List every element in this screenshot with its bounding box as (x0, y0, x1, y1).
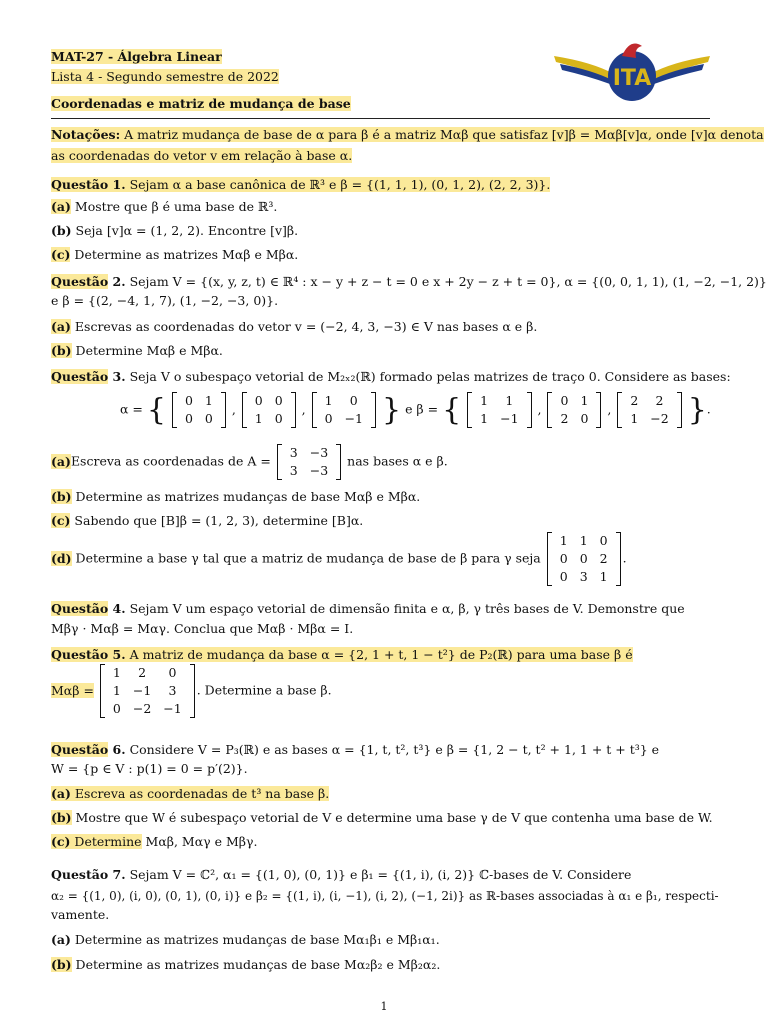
q3-b: (b) Determine as matrizes mudanças de base Mαβ e Mβα. (51, 489, 421, 504)
q6-line-1: Questão 6. Considere V = P₃(ℝ) e as bases α = {1, t, t², t³} e β = {1, 2 − t, t² + 1, 1 + t + t³} e (51, 742, 660, 757)
q6-line-2: W = {p ∈ V : p(1) = 0 = p′(2)}. (51, 761, 248, 776)
q1-a: (a) Mostre que β é uma base de ℝ³. (51, 199, 278, 214)
alpha-matrix-1: 0 1 0 0 (172, 392, 226, 428)
q2-line-2: e β = {(2, −4, 1, 7), (1, −2, −3, 0)}. (51, 293, 279, 308)
q2-b: (b) Determine Mαβ e Mβα. (51, 343, 223, 358)
q7-line-2: α₂ = {(1, 0), (i, 0), (0, 1), (0, i)} e β₂ = {(1, i), (i, −1), (i, 2), (−1, 2i)} as ℝ-bases associadas à α₁ e β₁, respecti- (51, 889, 719, 903)
beta-eq: e β = (405, 401, 439, 417)
beta-matrix-3: 2 2 1 −2 (617, 392, 681, 428)
matrix-M-alpha-beta: 1 2 0 1 −1 3 0 −2 −1 (100, 664, 195, 718)
list-title: Lista 4 - Segundo semestre de 2022 (51, 69, 279, 84)
q4-line-2: Mβγ · Mαβ = Mαγ. Conclua que Mαβ · Mβα = I. (51, 621, 354, 636)
q3-a: (a)Escreva as coordenadas de A = 3 −3 3 −3 nas bases α e β. (51, 445, 448, 478)
q3-c: (c) Sabendo que [B]β = (1, 2, 3), determine [B]α. (51, 513, 364, 528)
logo-text: ITA (612, 66, 652, 91)
q2-a: (a) Escrevas as coordenadas do vetor v = (−2, 4, 3, −3) ∈ V nas bases α e β. (51, 319, 538, 334)
q1-b: (b) Seja [v]α = (1, 2, 2). Encontre [v]β. (51, 223, 299, 238)
topic-title: Coordenadas e matriz de mudança de base (51, 96, 351, 111)
q6-a: (a) Escreva as coordenadas de t³ na base β. (51, 786, 330, 801)
notation-line-2: as coordenadas do vetor v em relação à base α. (51, 148, 353, 163)
alpha-matrix-3: 1 0 0 −1 (312, 392, 376, 428)
q6-b: (b) Mostre que W é subespaço vetorial de V e determine uma base γ de V que contenha uma base de W. (51, 810, 713, 825)
q5-matrix-row: Mαβ = 1 2 0 1 −1 3 0 −2 −1 . Determine a base β. (51, 665, 332, 716)
beta-matrix-2: 0 1 2 0 (547, 392, 601, 428)
q5-line-1: Questão 5. A matriz de mudança da base α = {2, 1 + t, 1 − t²} de P₂(ℝ) para uma base β é (51, 647, 633, 662)
matrix-beta-gamma: 1 1 0 0 0 2 0 3 1 (547, 532, 621, 586)
q3-statement: Questão 3. Seja V o subespaço vetorial de M₂ₓ₂(ℝ) formado pelas matrizes de traço 0. Considere as bases: (51, 369, 731, 384)
beta-matrix-1: 1 1 1 −1 (467, 392, 531, 428)
q1-statement: Questão 1. Sejam α a base canônica de ℝ³ e β = {(1, 1, 1), (0, 1, 2), (2, 2, 3)}. (51, 177, 551, 192)
page-number: 1 (380, 1000, 388, 1013)
q1-c: (c) Determine as matrizes Mαβ e Mβα. (51, 247, 299, 262)
header-rule (51, 118, 710, 119)
q4-line-1: Questão 4. Sejam V um espaço vetorial de dimensão finita e α, β, γ três bases de V. Demonstre que (51, 601, 685, 616)
q2-line-1: Questão 2. Sejam V = {(x, y, z, t) ∈ ℝ⁴ : x − y + z − t = 0 e x + 2y − z + t = 0}, α = {(0, 0, 1, 1), (1, −2, −1, 2)} (51, 274, 767, 289)
q6-c: (c) Determine Mαβ, Mαγ e Mβγ. (51, 834, 258, 849)
notation-line-1: Notações: A matriz mudança de base de α para β é a matriz Mαβ que satisfaz [v]β = Mαβ[v]α, onde [v]α denota (51, 127, 764, 142)
q3-d: (d) Determine a base γ tal que a matriz de mudança de base de β para γ seja 1 1 0 0 0 2 0 3 1 . (51, 533, 627, 584)
q7-line-3: vamente. (51, 907, 110, 922)
q7-b: (b) Determine as matrizes mudanças de base Mα₂β₂ e Mβ₂α₂. (51, 957, 441, 972)
alpha-matrix-2: 0 0 1 0 (242, 392, 296, 428)
q7-a: (a) Determine as matrizes mudanças de base Mα₁β₁ e Mβ₁α₁. (51, 932, 440, 947)
q3-bases: α = { 0 1 0 0 , 0 0 1 0 , 1 0 0 −1 } e β = { 1 1 1 −1 , 0 1 2 0 , 2 2 1 −2 }. (120, 392, 711, 428)
ita-logo (552, 36, 712, 104)
matrix-A: 3 −3 3 −3 (277, 444, 341, 480)
alpha-eq: α = (120, 401, 143, 417)
q7-line-1: Questão 7. Sejam V = ℂ², α₁ = {(1, 0), (0, 1)} e β₁ = {(1, i), (i, 2)} ℂ-bases de V. Considere (51, 867, 632, 882)
course-title: MAT-27 - Álgebra Linear (51, 49, 222, 64)
